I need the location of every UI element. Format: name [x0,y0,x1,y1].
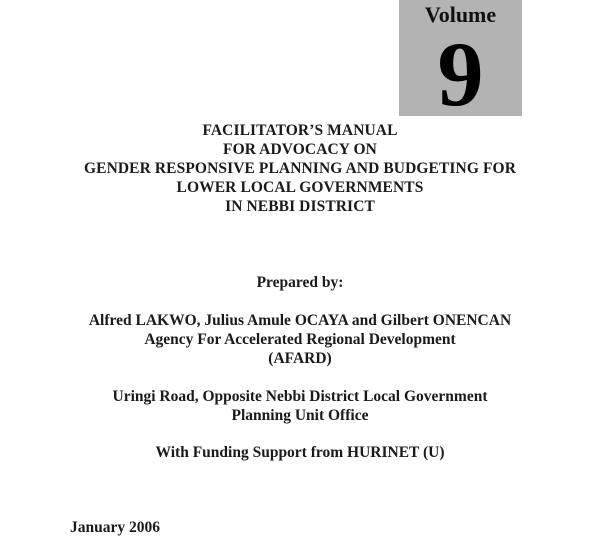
title-line-1: FACILITATOR’S MANUAL [202,122,398,139]
title-line-4: LOWER LOCAL GOVERNMENTS [176,179,424,196]
title-line-5: IN NEBBI DISTRICT [225,198,375,215]
title-line-3: GENDER RESPONSIVE PLANNING AND BUDGETING FOR [84,160,516,177]
organization: Agency For Accelerated Regional Development [144,331,456,348]
organization-abbr: (AFARD) [268,350,332,367]
authors: Alfred LAKWO, Julius Amule OCAYA and Gilbert ONENCAN [88,312,512,329]
publication-date: January 2006 [70,519,160,536]
address-line-1: Uringi Road, Opposite Nebbi District Local Government [112,388,488,405]
volume-box [399,0,522,125]
funding-statement: With Funding Support from HURINET (U) [155,444,445,461]
prepared-by-label: Prepared by: [256,274,344,291]
volume-number: 9 [437,23,484,125]
title-line-2: FOR ADVOCACY ON [223,141,377,158]
address-line-2: Planning Unit Office [231,407,369,424]
volume-label: Volume [424,2,497,27]
